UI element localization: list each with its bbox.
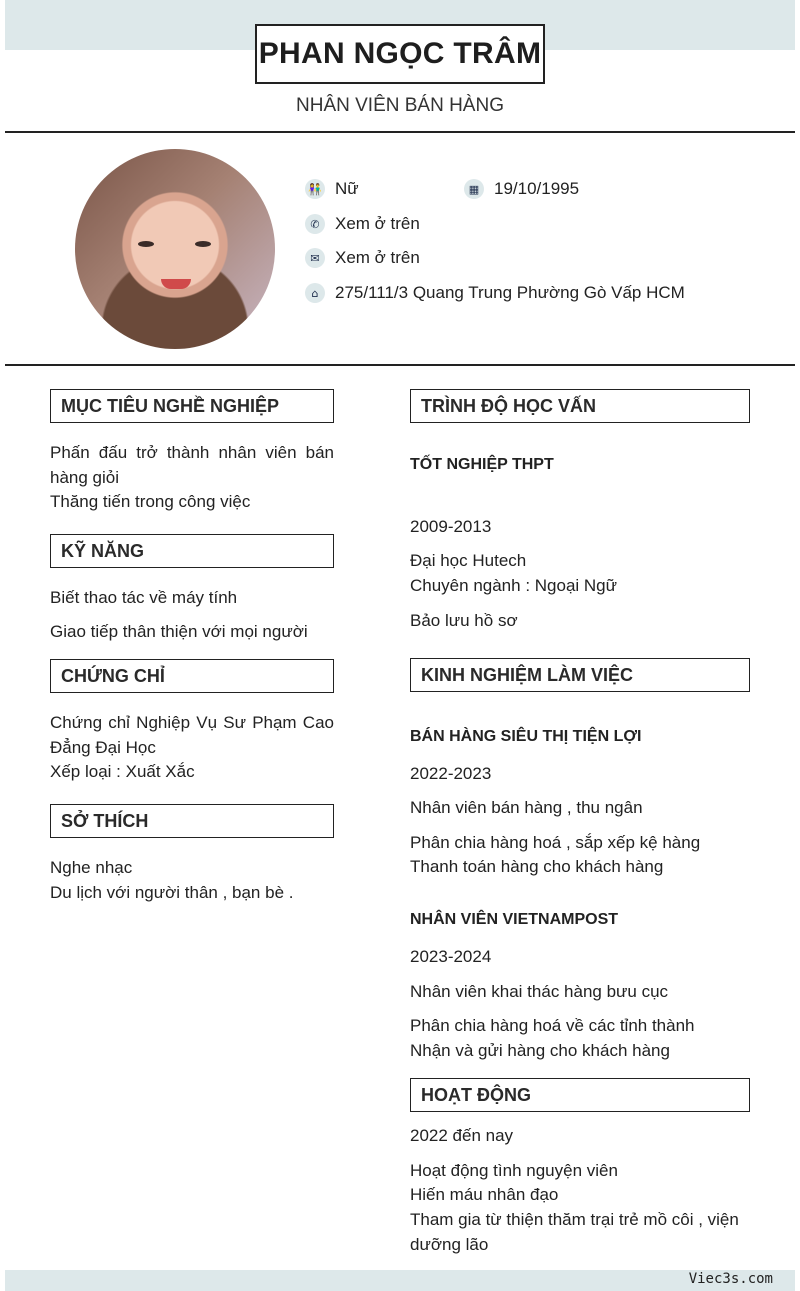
email-value: Xem ở trên <box>335 248 420 267</box>
gender-icon: 👫 <box>305 179 325 199</box>
phone-icon: ✆ <box>305 214 325 234</box>
education-period: 2009-2013 <box>410 517 492 536</box>
info-address <box>305 283 685 303</box>
hobbies-heading: SỞ THÍCH <box>50 804 334 838</box>
birthday-value: 19/10/1995 <box>494 179 580 198</box>
skill-item-2: Giao tiếp thân thiện với mọi người <box>50 622 308 641</box>
gender-value: Nữ <box>335 179 359 198</box>
certificate-line-1: Chứng chỉ Nghiệp Vụ Sư Phạm Cao Đẳng Đại Học <box>50 713 334 757</box>
objective-line-1: Phấn đấu trở thành nhân viên bán hàng giỏi <box>50 443 334 487</box>
info-birthday <box>464 179 579 199</box>
activity-line-1: Hoạt động tình nguyện viên <box>410 1161 618 1180</box>
education-school: Đại học Hutech <box>410 551 527 570</box>
profile-photo <box>75 149 275 349</box>
phone-value: Xem ở trên <box>335 214 420 233</box>
job-2-task-2: Nhận và gửi hàng cho khách hàng <box>410 1041 670 1060</box>
job-title: NHÂN VIÊN BÁN HÀNG <box>296 95 504 116</box>
education-major: Chuyên ngành : Ngoại Ngữ <box>410 576 618 595</box>
job-1-company: BÁN HÀNG SIÊU THỊ TIỆN LỢI <box>410 728 642 745</box>
education-heading: TRÌNH ĐỘ HỌC VẤN <box>410 389 750 423</box>
skills-heading: KỸ NĂNG <box>50 534 334 568</box>
job-1-task-2: Thanh toán hàng cho khách hàng <box>410 857 664 876</box>
certificates-heading: CHỨNG CHỈ <box>50 659 334 693</box>
education-degree: TỐT NGHIỆP THPT <box>410 456 554 473</box>
hobby-line-1: Nghe nhạc <box>50 858 133 877</box>
objective-heading: MỤC TIÊU NGHỀ NGHIỆP <box>50 389 334 423</box>
info-email <box>305 248 420 268</box>
education-note: Bảo lưu hồ sơ <box>410 611 518 630</box>
calendar-icon: ▦ <box>464 179 484 199</box>
footer-band <box>5 1270 795 1291</box>
email-icon: ✉ <box>305 248 325 268</box>
home-icon: ⌂ <box>305 283 325 303</box>
certificate-line-2: Xếp loại : Xuất Xắc <box>50 762 195 781</box>
job-2-task-1: Phân chia hàng hoá về các tỉnh thành <box>410 1016 695 1035</box>
job-1-task-1: Phân chia hàng hoá , sắp xếp kệ hàng <box>410 833 701 852</box>
divider-middle <box>5 364 795 366</box>
footer-brand: Viec3s.com <box>688 1271 773 1287</box>
skill-item-1: Biết thao tác về máy tính <box>50 588 238 607</box>
info-phone <box>305 214 420 234</box>
job-2-period: 2023-2024 <box>410 947 492 966</box>
job-2-company: NHÂN VIÊN VIETNAMPOST <box>410 911 619 928</box>
job-1-period: 2022-2023 <box>410 764 492 783</box>
objective-line-2: Thăng tiến trong công việc <box>50 492 251 511</box>
activities-period: 2022 đến nay <box>410 1126 514 1145</box>
divider-top <box>5 131 795 133</box>
job-2-position: Nhân viên khai thác hàng bưu cục <box>410 982 669 1001</box>
activity-line-2: Hiến máu nhân đạo <box>410 1185 559 1204</box>
candidate-name: PHAN NGỌC TRÂM <box>255 24 545 84</box>
info-gender <box>305 179 359 199</box>
experience-heading: KINH NGHIỆM LÀM VIỆC <box>410 658 750 692</box>
job-1-position: Nhân viên bán hàng , thu ngân <box>410 798 643 817</box>
activity-line-3: Tham gia từ thiện thăm trại trẻ mồ côi , viện dưỡng lão <box>410 1210 739 1254</box>
activities-heading: HOẠT ĐỘNG <box>410 1078 750 1112</box>
hobby-line-2: Du lịch với người thân , bạn bè . <box>50 883 294 902</box>
address-value: 275/111/3 Quang Trung Phường Gò Vấp HCM <box>335 283 685 302</box>
